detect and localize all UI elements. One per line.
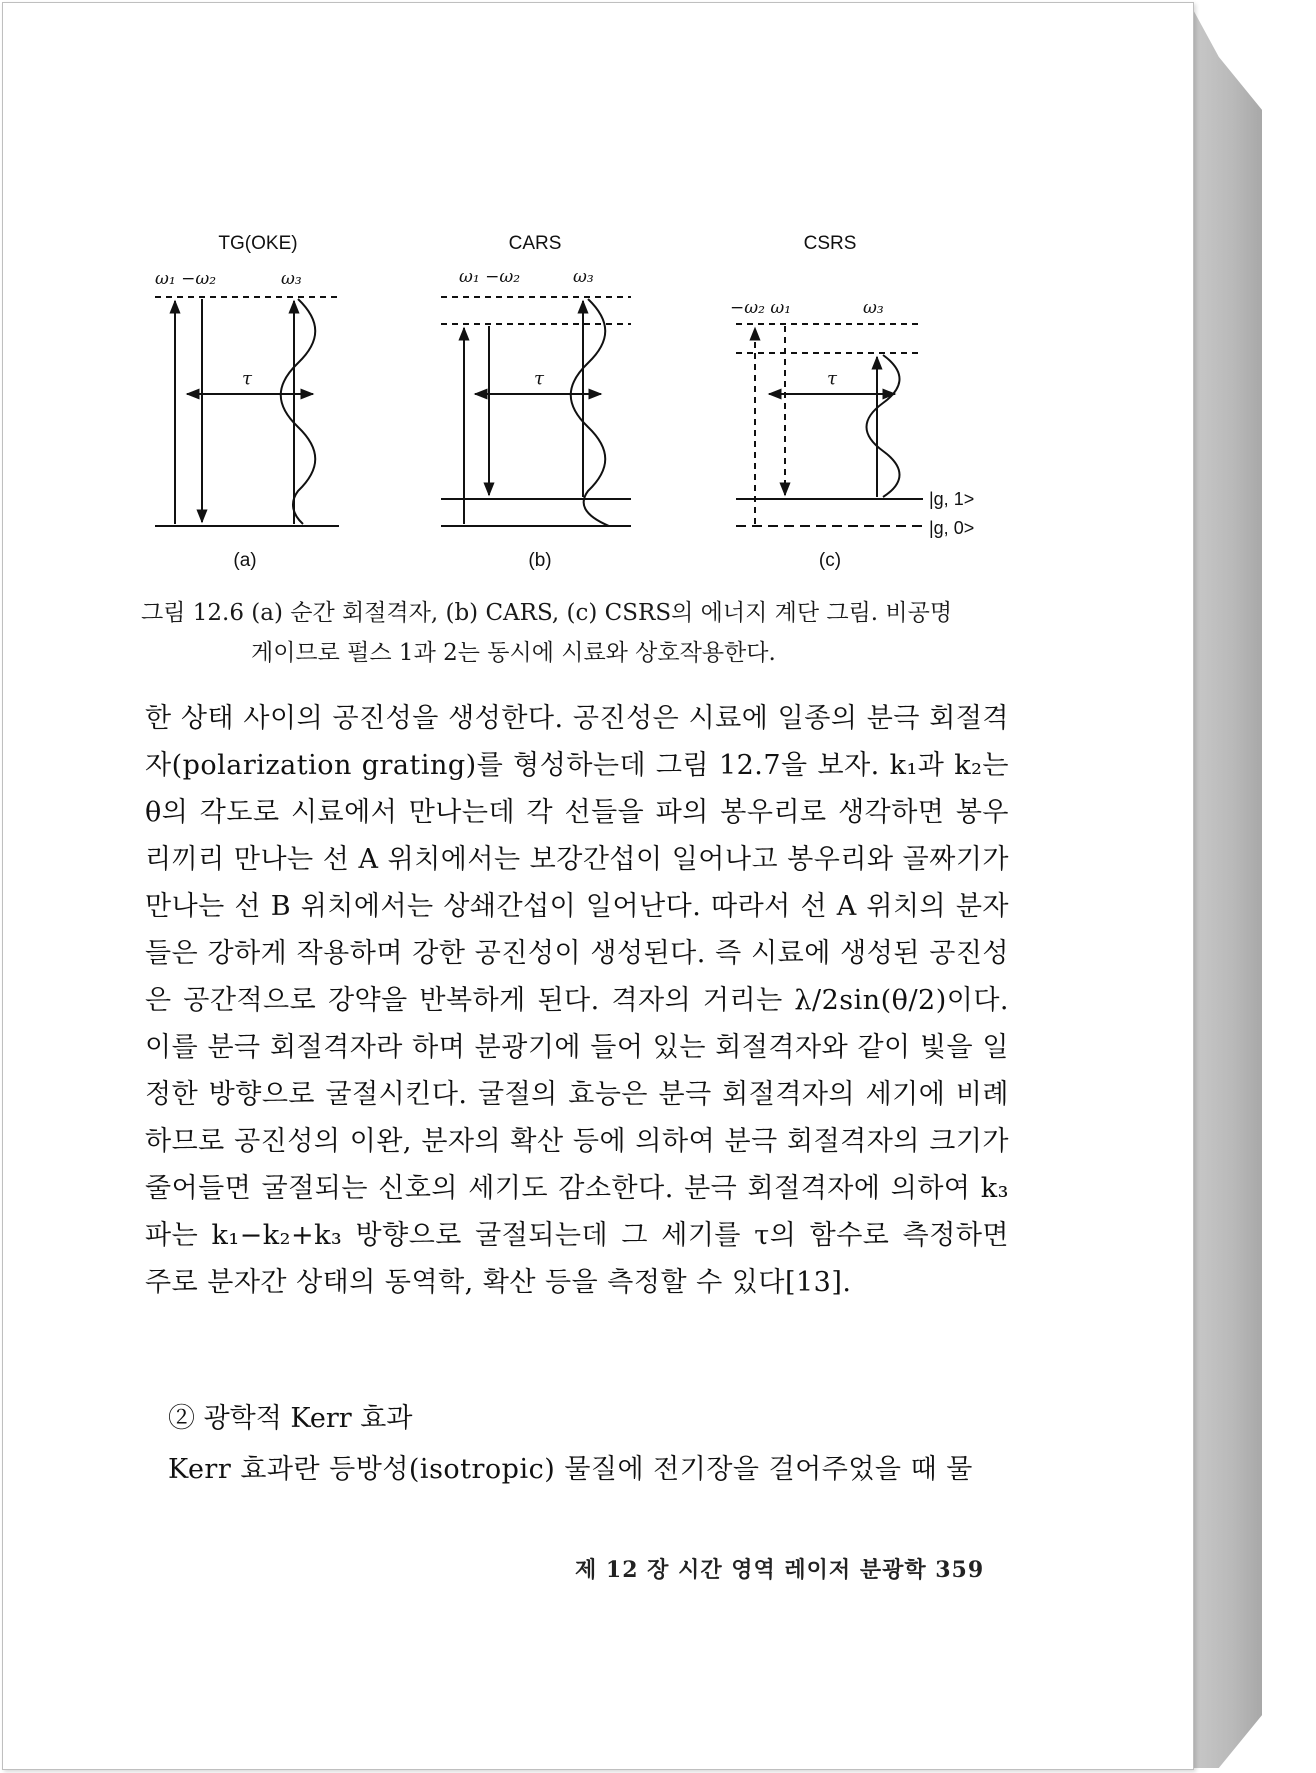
- panel-b-title: CARS: [508, 233, 562, 254]
- book-page: [2, 2, 1194, 1770]
- panel-c-delay-label: τ: [827, 368, 837, 389]
- panel-c-title: CSRS: [803, 233, 857, 254]
- running-footer: 제 12 장 시간 영역 레이저 분광학 359: [575, 1557, 985, 1583]
- section-text: Kerr 효과란 등방성(isotropic) 물질에 전기장을 걸어주었을 때 물: [168, 1454, 973, 1485]
- panel-a-signal-wave: [281, 299, 316, 524]
- panel-a-probe-label: ω₃: [281, 269, 302, 289]
- body-paragraph: 한 상태 사이의 공진성을 생성한다. 공진성은 시료에 일종의 분극 회절격자(polarization grating)를 형성하는데 그림 12.7을 보자. k₁과 k₂는 θ의 각도로 시료에서 만나는데 각 선들을 파의 봉우리로 생각하면 봉우리끼리 만나는 선 A 위치에서는 보강간섭이 일어나고 봉우리와 골짜기가 만나는 선 B 위치에서는 상쇄간섭이 일어난다. 따라서 선 A 위치의 분자들은 강하게 작용하며 강한 공진성이 생성된다. 즉 시료에 생성된 공진성은 공간적으로 강약을 반복하게 된다. 격자의 거리는 λ/2sin(θ/2)이다. 이를 분극 회절격자라 하며 분광기에 들어 있는 회절격자와 같이 빛을 일정한 방향으로 굴절시킨다. 굴절의 효능은 분극 회절격자의 세기에 비례하므로 공진성의 이완, 분자의 확산 등에 의하여 분극 회절격자의 크기가 줄어들면 굴절되는 신호의 세기도 감소한다. 분극 회절격자에 의하여 k₃ 파는 k₁−k₂+k₃ 방향으로 굴절되는데 그 세기를 τ의 함수로 측정하면 주로 분자간 상태의 동역학, 확산 등을 측정할 수 있다[13].: [145, 703, 1009, 1298]
- page-edge: [1190, 4, 1262, 1768]
- level-label-g0: |g, 0>: [929, 518, 975, 538]
- panel-a-diagram: [155, 297, 339, 526]
- panel-c-probe-label: ω₃: [863, 298, 884, 318]
- panel-a-title: TG(OKE): [218, 233, 298, 254]
- section-heading: ② 광학적 Kerr 효과: [168, 1403, 413, 1434]
- panel-b-delay-label: τ: [534, 368, 544, 389]
- energy-level-figure: [3, 3, 1193, 603]
- panel-a-pump-label: ω₁ −ω₂: [155, 269, 217, 289]
- panel-b-diagram: [441, 297, 631, 526]
- panel-b-sublabel: (b): [528, 550, 552, 571]
- level-label-g1: |g, 1>: [929, 489, 975, 509]
- panel-b-probe-label: ω₃: [573, 267, 594, 287]
- panel-b-pump-label: ω₁ −ω₂: [459, 267, 521, 287]
- caption-line-2: 게이므로 펄스 1과 2는 동시에 시료와 상호작용한다.: [251, 640, 776, 666]
- figure-caption: [141, 593, 1021, 673]
- panel-a-delay-label: τ: [242, 368, 252, 389]
- panel-c-sublabel: (c): [818, 550, 842, 571]
- panel-c-diagram: [736, 324, 923, 526]
- panel-a-sublabel: (a): [233, 550, 257, 571]
- panel-b-signal-wave: [571, 299, 609, 526]
- panel-c-signal-wave: [867, 355, 900, 497]
- caption-line-1: 그림 12.6 (a) 순간 회절격자, (b) CARS, (c) CSRS의 에너지 계단 그림. 비공명: [141, 600, 953, 626]
- panel-c-pump-label: −ω₂ ω₁: [730, 298, 792, 318]
